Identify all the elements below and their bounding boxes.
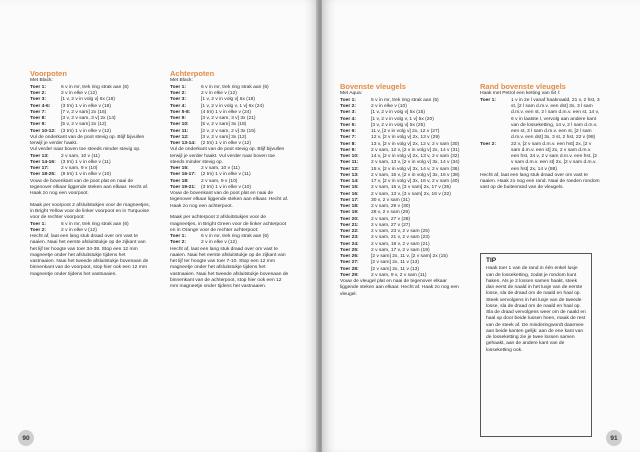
- row-label: Toer 10:: [340, 154, 359, 159]
- row-text: (4 tm) 1 v in elke v (24): [201, 109, 252, 115]
- row-label: Toer 11:: [340, 160, 359, 166]
- rand-column: [480, 83, 600, 192]
- tip-title: TIP: [486, 257, 497, 264]
- row-label: Toer 2:: [340, 104, 356, 109]
- row-text: [3 v, 2 v sam, 3 v] 3x (21): [201, 116, 256, 121]
- row-text: [5 v, 2 v sam] 2x (12): [61, 122, 107, 128]
- row-label: Toer 16-17:: [170, 172, 196, 178]
- row-text: (2 tm) 1 v in elke v (11): [201, 172, 251, 178]
- row-text: 2 v in elke v (12): [201, 91, 237, 96]
- row-text: [1 v, 2 v in volg v] 6x (18): [201, 97, 255, 103]
- row-text: 2 v sam, 13 v, [3 v sam] 2x, 16 v (32): [371, 191, 451, 197]
- row-label: Toer 3:: [340, 110, 356, 116]
- achterpoten-rows: [170, 85, 290, 148]
- row-text: 17 v, [2 v in volg v] 3x, 16 v, 2 v sam (40): [371, 179, 460, 184]
- row-label: Toer 5-8:: [170, 109, 191, 115]
- row-text: 15 v, [2 v in volg v] 3x, 14 v, 2 v sam (36): [371, 166, 460, 172]
- row-text: 28 v, 2 v sam (29): [371, 210, 410, 216]
- row-label: Toer 17:: [340, 197, 359, 203]
- row-text: [3 v, 2 v sam, 3 v] 2x (14): [61, 116, 116, 121]
- row-text: [3 v, 2 v sam] 3x (12): [201, 134, 247, 140]
- instruction-row: [30, 172, 150, 178]
- paragraph: Vul verder naar boven toe steeds minder stevig op.: [30, 147, 141, 153]
- paragraph: Vul de onderkant van de poot stevig op. Blijf bijvullen terwijl je verder haakt. Vul verder naar boven toe steeds minder stevig op.: [170, 147, 285, 165]
- row-text: 6 v in mr, trek ring strak aan (6): [61, 221, 129, 227]
- row-text: 2 v sam, 13 v, [2 v in volg v] 3x, 14 v (34): [371, 160, 460, 166]
- achterpoten-final: Hecht af, laat een lang stuk draad over om vast te naaien. Naai het eerste afsluitstukje op de zijkant van het lijf ter hoogte van toer 7-10. Stop een 12 mm magneetje onder het afsluitstukje tijdens het vastnaaien. Naai het tweede afsluitstukje bovenaan de binnenkant van de achterpoot, stop hier ook een 12 mm magneetje onder tijdens het vastnaaien.: [170, 246, 289, 289]
- row-label: Toer 29:: [340, 272, 359, 278]
- row-label: Toer 9:: [340, 147, 356, 153]
- tip-box: [480, 253, 592, 437]
- row-label: Toer 27:: [340, 260, 359, 266]
- row-text: 2 v in elke v (12): [61, 91, 97, 96]
- rand-title: Rand bovenste vleugels: [480, 82, 566, 91]
- voorpoten-rows-2: [30, 154, 150, 179]
- row-text: 6 v in mr, trek ring strak aan (6): [201, 84, 269, 90]
- row-label: Toer 5:: [340, 122, 356, 128]
- row-text: 6 v in mr, trek ring strak aan (6): [201, 234, 269, 239]
- row-text: 30 v, 2 v sam (31): [371, 197, 410, 203]
- row-label: Toer 1:: [30, 221, 46, 227]
- row-text: 6 v in mr, trek ring strak aan (6): [61, 84, 129, 90]
- row-label: Toer 12:: [170, 134, 189, 140]
- row-label: Toer 1:: [30, 84, 46, 90]
- row-label: Toer 2:: [30, 91, 46, 96]
- row-label: Toer 7:: [30, 109, 46, 115]
- voorpoten-column: [30, 70, 150, 278]
- instruction-row: [30, 129, 150, 135]
- row-label: Toer 3:: [170, 97, 186, 103]
- left-page: [0, 0, 318, 452]
- row-label: Toer 16:: [340, 191, 359, 197]
- row-text: 2 v sam, 15 v, [3 v sam] 2x, 17 v (35): [371, 185, 451, 191]
- row-label: Toer 1:: [480, 97, 496, 103]
- bovenste-vleugels-rows: [340, 98, 460, 279]
- row-label: Toer 2:: [170, 91, 186, 96]
- row-label: Toer 2:: [480, 141, 496, 147]
- row-label: Toer 15:: [170, 166, 189, 171]
- bovenste-vleugels-closing: Vouw de vleugel plat en naai de tegenover elkaar liggende steken aan elkaar. Hecht af. Haak zo nog een vleugel.: [340, 279, 459, 297]
- voorpoten-meta: Met Black:: [30, 78, 53, 83]
- row-label: Toer 28:: [340, 266, 359, 272]
- achterpoten-column: [170, 70, 290, 290]
- row-text: [5 v, 2 v sam] 3x (18): [201, 122, 247, 128]
- row-label: Toer 8:: [340, 141, 356, 147]
- row-label: Toer 1:: [170, 84, 186, 90]
- row-text: [2 v, 2 v sam, 2 v] 3x (15): [201, 128, 256, 134]
- voorpoten-final: Hecht af, laat een lang stuk draad over om vast te naaien. Naai het eerste afsluitstukje op de zijkant van het lijf ter hoogte van toer 34-38. Stop een 12 mm magneetje onder het afsluitstukje tijdens het vastnaaien. Naai het tweede afsluitstukje bovenaan de binnenkant van de voorpoot, stop hier ook een 12 mm magneetje onder tijdens het vastnaaien.: [30, 234, 149, 277]
- row-label: Toer 18:: [340, 204, 359, 209]
- instruction-row: [480, 142, 600, 173]
- voorpoten-title: Voorpoten: [30, 69, 67, 78]
- row-text: 2 v in elke v (12): [61, 227, 97, 233]
- row-text: 22 v, [2 v sam d.m.v. een hst] 2x, [2 v sam d.m.v. een st] 2x, 2 v sam d.m.v. een hst, 34 v, 2 v sam d.m.v. een hst, [2 v sam d.m.v. een st] 2x, [2 v sam d.m.v. een hst] 2x, 14 v (88): [511, 141, 597, 172]
- instruction-row: [480, 98, 600, 142]
- row-text: 2 v sam, 29 v (30): [371, 204, 411, 209]
- row-text: [1 v, 2 v in volg v, 1 v] 5x (20): [371, 116, 434, 122]
- row-text: 2 v sam, 27 v (28): [371, 216, 411, 222]
- voorpoten-rows-3: [30, 222, 150, 235]
- row-label: Toer 22:: [340, 229, 359, 234]
- paragraph: Vul de onderkant van de poot stevig op. Blijf bijvullen terwijl je verder haakt.: [30, 134, 145, 146]
- row-text: [1 v, 2 v in volg v] 5x (15): [371, 110, 425, 116]
- row-text: 2 v sam, 10 v (11): [201, 166, 240, 171]
- row-label: Toer 2:: [30, 227, 46, 233]
- row-text: 12 v, [2 v in volg v] 2x, 13 v (29): [371, 135, 440, 141]
- row-label: Toer 14:: [340, 179, 359, 184]
- row-label: Toer 18-25:: [30, 172, 56, 178]
- row-label: Toer 17:: [30, 166, 49, 171]
- row-label: Toer 4:: [170, 103, 186, 109]
- row-label: Toer 3:: [30, 97, 46, 103]
- row-label: Toer 13-14:: [170, 141, 196, 146]
- row-label: Toer 20:: [340, 216, 359, 222]
- row-label: Toer 25:: [340, 247, 359, 253]
- row-text: 2 v sam, 23 v, 2 v sam (25): [371, 229, 430, 234]
- row-text: (3 tm) 1 v in elke v (10): [201, 184, 252, 190]
- row-text: 2 v sam, 19 v, 2 v sam (21): [371, 241, 430, 247]
- row-label: Toer 10-12:: [30, 128, 56, 134]
- row-label: Toer 1:: [170, 234, 186, 239]
- rand-meta: Haak met Petrol een ketting van 54 l:: [480, 91, 561, 96]
- voorpoten-rows: [30, 85, 150, 135]
- row-text: 2 v sam, 9 v, 2 v sam (11): [371, 272, 427, 278]
- row-text: [1 v, 2 v in volg v] 6x (18): [61, 97, 115, 103]
- voorpoten-extra: [30, 203, 150, 222]
- row-text: (8 tm) 1 v in elke v (10): [61, 172, 112, 178]
- row-label: Toer 19:: [340, 210, 359, 216]
- row-label: Toer 4:: [340, 116, 356, 122]
- row-text: 2 v sam, 27 v (27): [371, 222, 411, 228]
- row-text: [3 v, 2 v in volg v] 5x (25): [371, 122, 425, 128]
- achterpoten-meta: Met Black:: [170, 78, 193, 83]
- rand-closing: Hecht af, laat een lang stuk draad over om vast te naaien. Haak zo nog een rand. Naai de randen rondom vast op de buitenrand van de vleugels.: [480, 172, 600, 191]
- achterpoten-closing: Vouw de bovenkant van de poot plat en naai de tegenover elkaar liggende steken aan elkaar. Hecht af. Haak zo nog een achterpoot.: [170, 191, 289, 209]
- row-text: (3 tm) 1 v in elke v (18): [61, 103, 112, 109]
- row-text: [2 v sam] 2x, 11 v (13): [371, 260, 420, 266]
- row-label: Toer 10:: [170, 122, 189, 128]
- bovenste-vleugels-title: Bovenste vleugels: [340, 82, 406, 91]
- row-text: 2 v sam, 10 v (11): [61, 153, 100, 159]
- row-label: Toer 15:: [340, 185, 359, 191]
- row-label: Toer 2:: [170, 240, 186, 246]
- row-text: 2 v sam, 9 v (10): [61, 166, 98, 171]
- row-text: 14 v, [2 v in volg v] 2x, 13 v, 2 v sam (32): [371, 154, 460, 159]
- instruction-row: [170, 240, 290, 246]
- row-label: Toer 8:: [30, 116, 46, 121]
- row-text: 2 v sam, 15 v, [2 v in volg v] 3x, 16 v (38): [371, 172, 460, 178]
- row-label: Toer 19-21:: [170, 184, 196, 190]
- bovenste-vleugels-meta: Met Aqua:: [340, 91, 363, 96]
- row-label: Toer 23:: [340, 235, 359, 241]
- row-text: 2 v sam, 12 v, [2 v in volg v] 2x, 14 v (31): [371, 147, 460, 153]
- rand-rows: [480, 98, 600, 173]
- row-label: Toer 9:: [30, 122, 46, 128]
- row-label: Toer 6:: [340, 129, 356, 134]
- voorpoten-after-rows: [30, 135, 150, 154]
- row-text: 5 v in mr, trek ring strak aan (5): [371, 97, 439, 103]
- achterpoten-rows-2: [170, 166, 290, 191]
- voorpoten-closing: Vouw de bovenkant van de poot plat en naai de tegenover elkaar liggende steken aan elkaar. Hecht af. Haak zo nog een voorpoot.: [30, 178, 149, 196]
- row-label: Toer 11:: [170, 128, 189, 134]
- tip-text: Haak toer 1 van de rand in één enkel lusje van de losseketting, zodat je rondom kunt haken. Als je 2 lossen samen haakt, steek dan eerst de naald in het lusje van de eerste losse, sla de draad om de naald en haal op. Steek vervolgens in het lusje van de tweede losse, sla de draad om de naald en haal op. Sla de draad vervolgens weer om de naald en haal op door beide lussen heen, maak de rest van de steek af. De minderingwordt daarmee aan beide kanten gelijk: aan de ene kant van de losseketting zie je twee lossen samen gehaakt, aan de andere kant van de losseketting ook.: [486, 266, 586, 353]
- bovenste-vleugels-column: [340, 83, 460, 298]
- row-label: Toer 12:: [340, 166, 359, 172]
- row-label: Toer 13:: [340, 172, 359, 178]
- row-label: Toer 4-6:: [30, 103, 51, 109]
- row-text: 1 v in 2e l vanaf haaknaald, 21 v, 2 hst, 3 st, [2 l sam d.m.v. een dst] 3x, 3 l sam d.m.v. een st, 2 l sam d.m.v. een st, 14 v, 6 v in laatste l, vervolg aan andere kant van de losseketting, 14 v, 2 l sam d.m.v. een st, 3 l sam d.m.v. een st, [2 l sam d.m.v. een dst] 3x, 3 st, 2 hst, 22 v (98): [511, 97, 600, 141]
- row-label: Toer 26:: [340, 254, 359, 259]
- row-text: 2 v sam, 17 v, 2 v sam (19): [371, 247, 430, 253]
- row-label: Toer 18:: [170, 178, 189, 184]
- row-text: 2 v sam, 9 v (10): [201, 178, 238, 184]
- row-text: [2 v sam] 2x, 11 v, [2 v sam] 2x (15): [371, 254, 448, 259]
- row-label: Toer 1:: [340, 97, 356, 103]
- row-text: (3 tm) 1 v in elke v (11): [61, 159, 111, 165]
- achterpoten-extra: [170, 215, 290, 234]
- row-text: 2 v in elke v (12): [201, 240, 237, 246]
- row-text: [2 v sam] 2x, 11 v (13): [371, 266, 420, 272]
- achterpoten-title: Achterpoten: [170, 69, 215, 78]
- achterpoten-rows-3: [170, 234, 290, 247]
- row-label: Toer 21:: [340, 222, 359, 228]
- row-text: (3 tm) 1 v in elke v (12): [61, 128, 112, 134]
- paragraph: Maak per achterpoot 2 afsluitstukjes voor de magneetjes, in Bright Green voor de linker achterpoot en in Orange voor de rechter achterpoot:: [170, 215, 287, 233]
- row-text: [1 v, 2 v in volg v, 1 v] 6x (24): [201, 103, 264, 109]
- row-text: 11 v, [2 v in volg v] 2x, 12 v (27): [371, 129, 440, 134]
- row-label: Toer 14-16:: [30, 159, 56, 165]
- page-number-right: 91: [606, 430, 622, 446]
- row-label: Toer 9:: [170, 116, 186, 121]
- row-text: 2 v in elke v (10): [371, 104, 407, 109]
- achterpoten-after-rows: [170, 147, 290, 166]
- page-number-left: 90: [18, 430, 34, 446]
- paragraph: Maak per voorpoot 2 afsluitstukjes voor de magneetjes, in Bright Yellow voor de linker voorpoot en in Turquoise voor de rechter voorpoot:: [30, 202, 150, 221]
- row-label: Toer 7:: [340, 135, 356, 141]
- row-text: 13 v, [2 v in volg v] 2x, 12 v, 2 v sam (30): [371, 141, 460, 147]
- row-text: [7 v, 2 v sam] 2x (16): [61, 109, 107, 115]
- row-label: Toer 13:: [30, 153, 49, 159]
- row-label: Toer 24:: [340, 241, 359, 247]
- row-text: 2 v sam, 21 v, 2 v sam (23): [371, 235, 430, 241]
- row-text: (2 tm) 1 v in elke v (12): [201, 141, 252, 146]
